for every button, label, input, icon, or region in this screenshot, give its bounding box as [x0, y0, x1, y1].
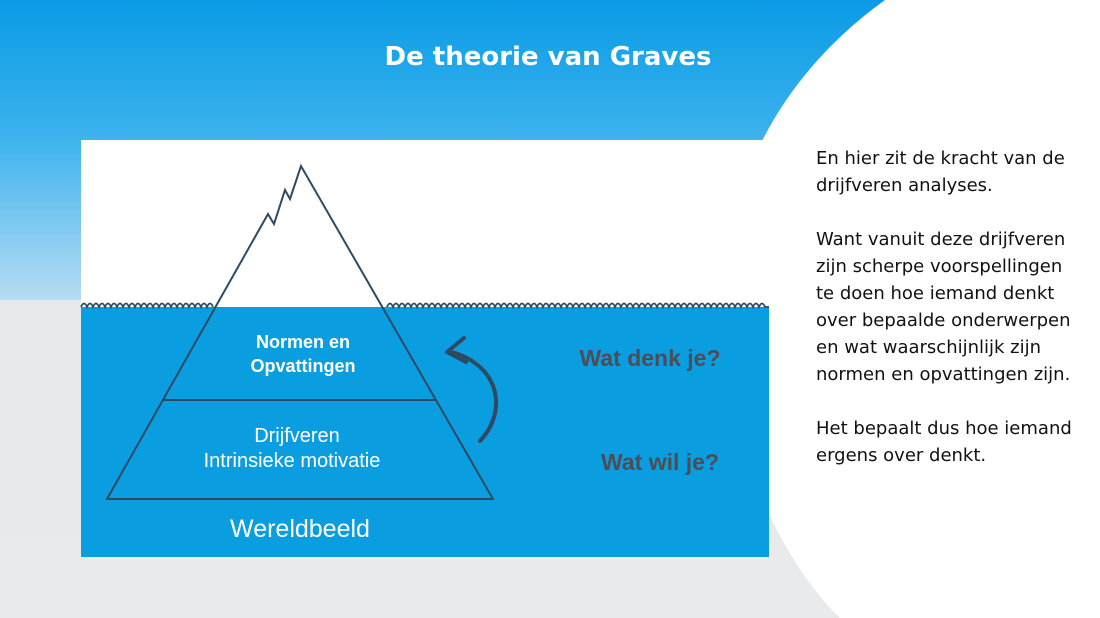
slide-title: De theorie van Graves — [384, 42, 712, 72]
layer-top-line2: Opvattingen — [250, 356, 356, 376]
layer-middle-line2: Intrinsieke motivatie — [203, 450, 381, 472]
layer-top-line1: Normen en — [255, 332, 351, 352]
paragraph-2: Want vanuit deze drijfveren zijn scherpe voorspellingen te doen hoe iemand denkt over bepaalde onderwerpen en wat waarschijnlijk zijn normen en opvattingen zijn. — [816, 229, 1071, 385]
explanation-text — [816, 145, 1086, 496]
question-think: Wat denk je? — [579, 345, 721, 371]
paragraph-1: En hier zit de kracht van de drijfveren analyses. — [816, 148, 1065, 196]
question-want: Wat wil je? — [601, 449, 719, 475]
layer-middle-line1: Drijfveren — [254, 425, 340, 447]
paragraph-3: Het bepaalt dus hoe iemand ergens over denkt. — [816, 418, 1072, 466]
base-label: Wereldbeeld — [230, 515, 370, 543]
